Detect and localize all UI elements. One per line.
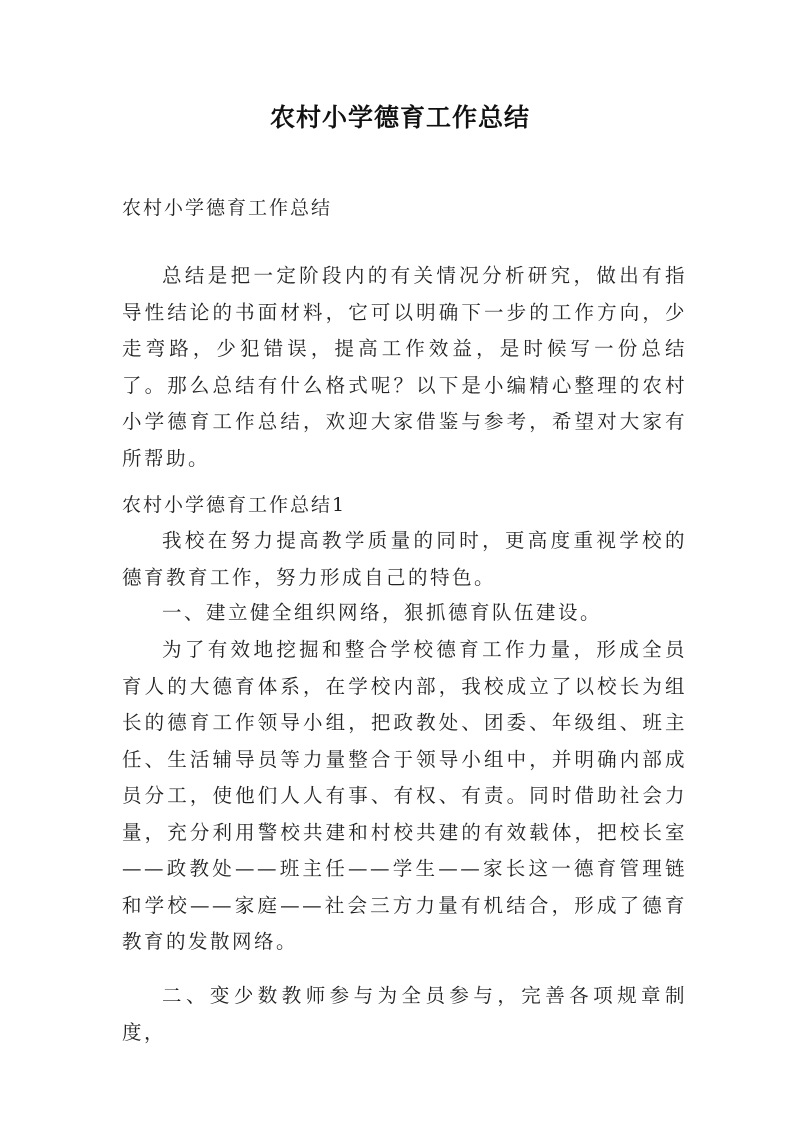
- document-title: 农村小学德育工作总结: [269, 103, 530, 132]
- body-paragraph-heading: 一、建立健全组织网络，狠抓德育队伍建设。: [162, 601, 603, 624]
- body-paragraph: 我校在努力提高教学质量的同时，更高度重视学校的德育教育工作，努力形成自己的特色。: [122, 529, 687, 589]
- intro-paragraph: 总结是把一定阶段内的有关情况分析研究，做出有指导性结论的书面材料，它可以明确下一步的工作方向，少走弯路，少犯错误，提高工作效益，是时候写一份总结了。那么总结有什么格式呢？以下是小编精心整理的农村小学德育工作总结，欢迎大家借鉴与参考，希望对大家有所帮助。: [122, 264, 687, 470]
- body-paragraph-heading: 二、变少数教师参与为全员参与，完善各项规章制度，: [122, 984, 687, 1044]
- section-heading-1: 农村小学德育工作总结1: [122, 494, 347, 516]
- document-subtitle: 农村小学德育工作总结: [122, 197, 333, 219]
- body-paragraph: 为了有效地挖掘和整合学校德育工作力量，形成全员育人的大德育体系，在学校内部，我校成立了以校长为组长的德育工作领导小组，把政教处、团委、年级组、班主任、生活辅导员等力量整合于领导小组中，并明确内部成员分工，使他们人人有事、有权、有责。同时借助社会力量，充分利用警校共建和村校共建的有效载体，把校长室——政教处——班主任——学生——家长这一德育管理链和学校——家庭——社会三方力量有机结合，形成了德育教育的发散网络。: [122, 638, 687, 953]
